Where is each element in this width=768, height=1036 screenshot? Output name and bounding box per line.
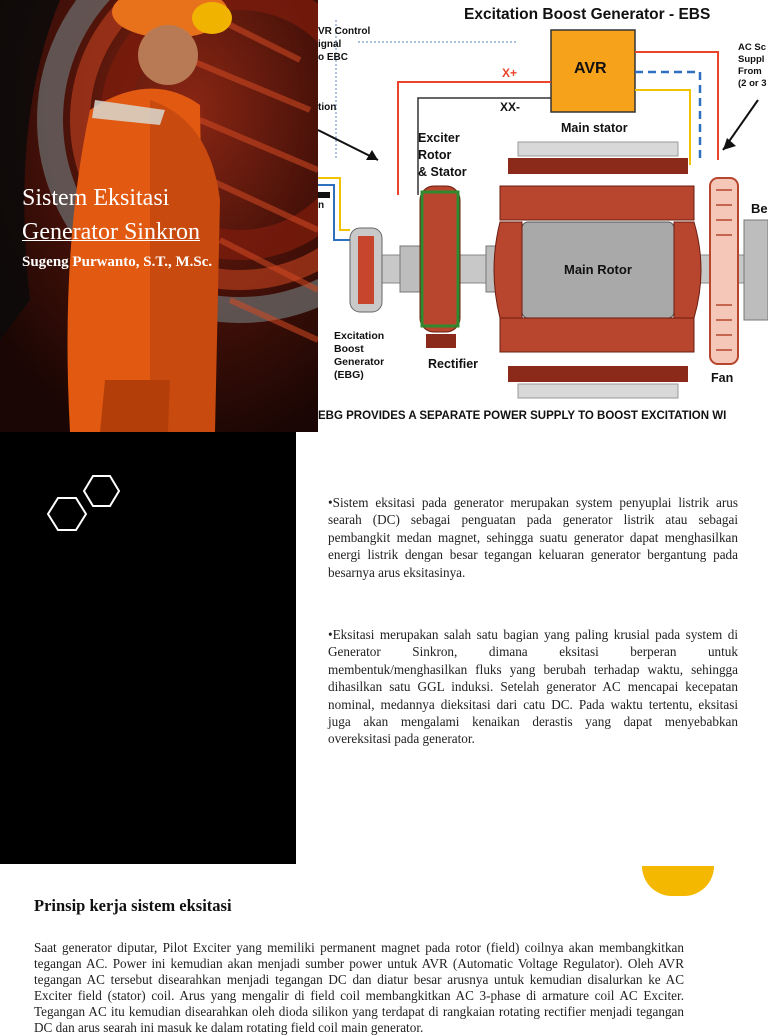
intro-paragraph-2: •Eksitasi merupakan salah satu bagian yang paling krusial pada system di Generator Sinkron, dimana eksitasi berperan untuk membentuk/menghasilkan fluks yang berubah terhadap waktu, sehingga dihasilkan satu GGL induksi. Setelah generator AC mencapai kecepatan nominal, medannya dieksitasi dari catu DC. Pada waktu tertentu, eksitasi juga akan mengalami kenaikan derastis yang dapat menyebabkan overeksitasi pada generator. xyxy=(328,627,738,747)
cover-title-line1: Sistem Eksitasi xyxy=(22,185,170,211)
yellow-accent-shape xyxy=(642,866,714,896)
cover-photo-panel xyxy=(0,0,318,432)
ebs-diagram xyxy=(318,0,768,432)
main-stator-label: Main stator xyxy=(561,121,628,135)
section-heading: Prinsip kerja sistem eksitasi xyxy=(34,896,232,915)
exciter-label-2: Rotor xyxy=(418,148,452,162)
xx-minus-label: XX- xyxy=(500,100,521,114)
avr-control-label-3: o EBC xyxy=(318,52,348,63)
exciter-label-1: Exciter xyxy=(418,131,460,145)
worker-photo-illustration xyxy=(0,0,318,432)
ebg-label-3: Generator xyxy=(334,356,385,368)
rectifier-label: Rectifier xyxy=(428,357,479,371)
left-cut-label-1: tion xyxy=(318,102,337,113)
ebs-diagram-graphic xyxy=(318,0,768,432)
main-rotor-label: Main Rotor xyxy=(564,262,632,277)
ebg-label-1: Excitation xyxy=(334,330,385,342)
cover-title-line2: Generator Sinkron xyxy=(22,219,200,245)
fan-label: Fan xyxy=(711,371,734,385)
x-plus-label: X+ xyxy=(502,66,518,80)
avr-label: AVR xyxy=(574,60,607,77)
ac-supply-label-4: (2 or 3 xyxy=(738,78,767,89)
cover-author: Sugeng Purwanto, S.T., M.Sc. xyxy=(22,254,213,270)
diagram-footer: EBG PROVIDES A SEPARATE POWER SUPPLY TO BOOST EXCITATION WI xyxy=(318,410,727,422)
exciter-label-3: & Stator xyxy=(418,165,467,179)
avr-control-label-2: ignal xyxy=(318,39,342,50)
ac-supply-label-2: Suppl xyxy=(738,54,765,65)
diagram-title: Excitation Boost Generator - EBS xyxy=(464,6,711,23)
ac-supply-label-3: From xyxy=(738,66,762,77)
avr-control-label-1: VR Control xyxy=(318,26,371,37)
black-side-panel xyxy=(0,432,296,864)
ac-supply-label-1: AC Sc xyxy=(738,42,766,53)
bearing-label: Be xyxy=(751,201,768,216)
section-body: Saat generator diputar, Pilot Exciter yang memiliki permanent magnet pada rotor (field) coilnya akan membangkitkan tegangan AC. Power ini kemudian akan menjadi sumber power untuk AVR (Automatic Voltage Regulator). Oleh AVR tegangan AC tersebut disearahkan menjadi tegangan DC dan diatur besar arusnya untuk kemudian disalurkan ke AC Exciter field (stator) coil. Arus yang mengalir di field coil membangkitkan AC 3-phase di armature coil AC Exciter. Tegangan AC itu kemudian disearahkan oleh dioda silikon yang terdapat di rangkaian rotating rectifier menjadi tegangan DC dan arus searah ini masuk ke dalam rotating field coil main generator. xyxy=(34,940,684,1035)
ebg-label-4: (EBG) xyxy=(334,369,364,381)
hexagon-decoration-icon xyxy=(0,432,296,864)
left-cut-label-2: n xyxy=(318,200,325,211)
intro-paragraph-1: •Sistem eksitasi pada generator merupakan system penyuplai listrik arus searah (DC) sebagai penguatan pada generator listrik atau sebagai pembangkit medan magnet, sehingga suatu generator dapat menghasilkan energi listrik dengan besar tegangan keluaran generator bergantung pada besarnya arus eksitasinya. xyxy=(328,495,738,580)
ebg-label-2: Boost xyxy=(334,343,364,355)
